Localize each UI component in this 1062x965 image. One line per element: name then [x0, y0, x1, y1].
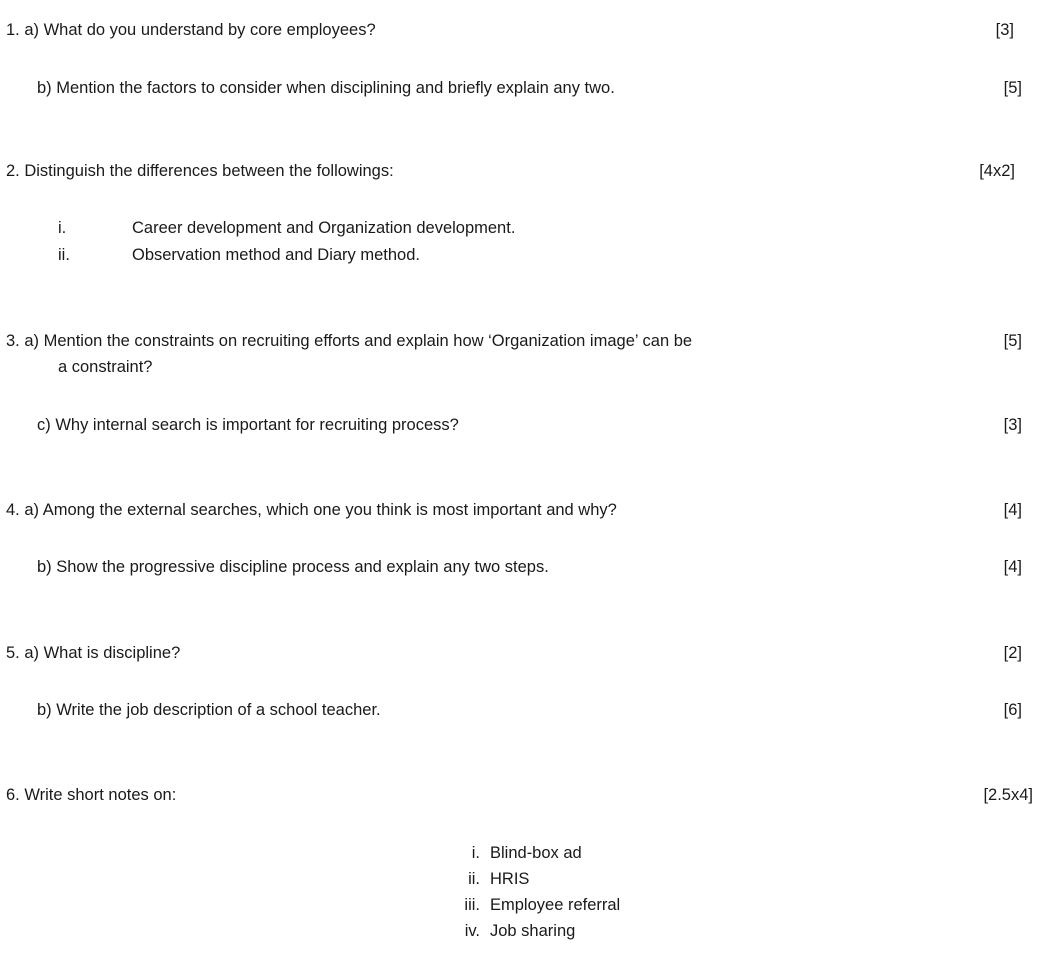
q2-item-text: Observation method and Diary method. [132, 246, 420, 264]
q6-item-text: HRIS [490, 870, 530, 888]
q3c-text: c) Why internal search is important for recruiting process? [37, 416, 459, 434]
q6-item-num: ii. [468, 870, 480, 888]
q2-item-num: ii. [58, 246, 70, 264]
q6-item-text: Blind-box ad [490, 844, 582, 862]
q5a-text: 5. a) What is discipline? [6, 644, 181, 662]
q6-text: 6. Write short notes on: [6, 786, 177, 804]
q3c-marks: [3] [1003, 416, 1022, 434]
q1b-text: b) Mention the factors to consider when disciplining and briefly explain any two. [37, 79, 615, 97]
q6-item-num: iv. [464, 922, 480, 940]
q5a-marks: [2] [1003, 644, 1022, 662]
q5b-marks: [6] [1003, 701, 1022, 719]
q6-marks: [2.5x4] [983, 786, 1033, 804]
q3a-text-line2: a constraint? [58, 358, 153, 376]
q3a-marks: [5] [1003, 332, 1022, 350]
q5b-text: b) Write the job description of a school teacher. [37, 701, 381, 719]
q4a-text: 4. a) Among the external searches, which one you think is most important and why? [6, 501, 617, 519]
q2-marks: [4x2] [979, 162, 1015, 180]
q3a-text-line1: 3. a) Mention the constraints on recruiting efforts and explain how ‘Organization image’ can be [6, 332, 693, 350]
q1b-marks: [5] [1003, 79, 1022, 97]
q2-item-text: Career development and Organization development. [132, 219, 516, 237]
q1a-text: 1. a) What do you understand by core employees? [6, 21, 376, 39]
q4a-marks: [4] [1003, 501, 1022, 519]
q6-item-num: i. [471, 844, 480, 862]
q6-item-text: Employee referral [490, 896, 621, 914]
q1a-marks: [3] [995, 21, 1014, 39]
q2-text: 2. Distinguish the differences between the followings: [6, 162, 394, 180]
q4b-marks: [4] [1003, 558, 1022, 576]
q6-item-num: iii. [464, 896, 480, 914]
q2-item-num: i. [58, 219, 67, 237]
q4b-text: b) Show the progressive discipline process and explain any two steps. [37, 558, 549, 576]
q6-item-text: Job sharing [490, 922, 576, 940]
